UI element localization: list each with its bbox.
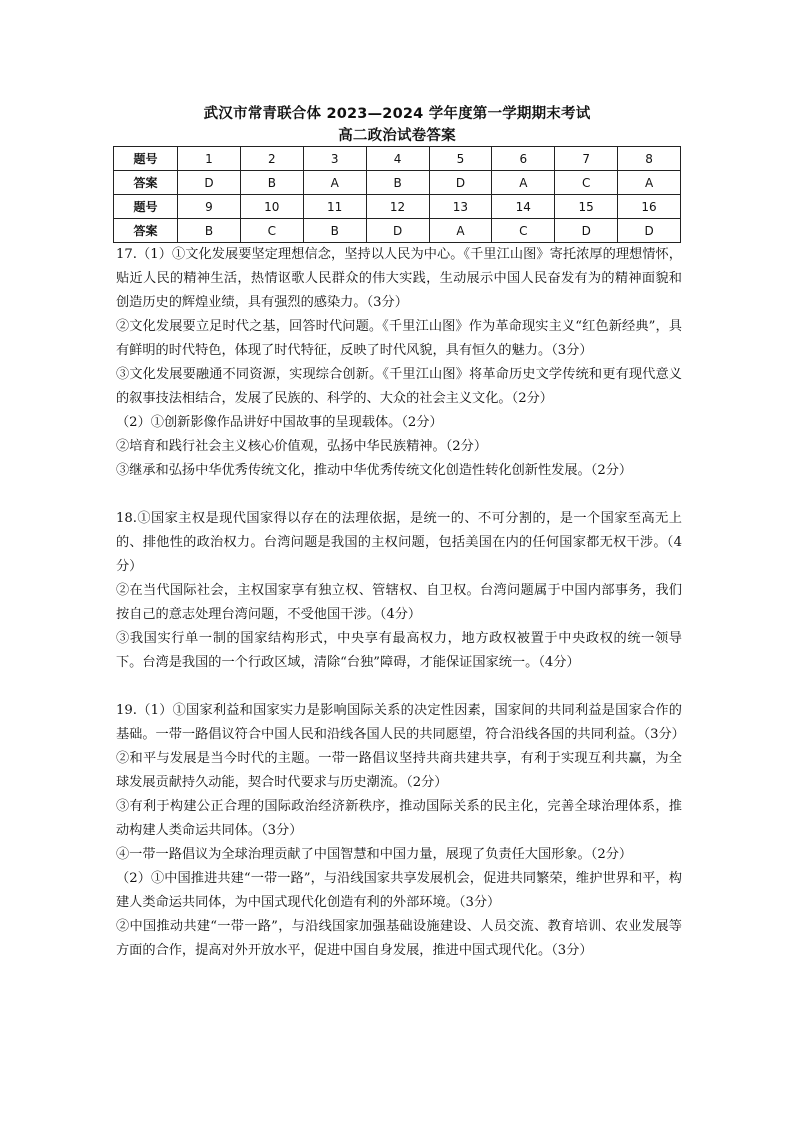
answer-table-cell: 15 — [555, 195, 618, 219]
answer-table — [113, 146, 681, 243]
answer-table-cell: A — [618, 171, 681, 195]
answer-table-cell: 13 — [429, 195, 492, 219]
answer-table-body — [114, 147, 681, 243]
q17-part2-point2: ②培育和践行社会主义核心价值观，弘扬中华民族精神。（2分） — [116, 439, 488, 454]
page-subtitle: 高二政治试卷答案 — [338, 128, 456, 144]
answer-table-cell: 4 — [366, 147, 429, 171]
answer-table-cell: 16 — [618, 195, 681, 219]
q18-point2: ②在当代国际社会，主权国家享有独立权、管辖权、自卫权。台湾问题属于中国内部事务，我们按自己的意志处理台湾问题，不受他国干涉。（4分） — [116, 583, 682, 622]
answer-content — [116, 243, 685, 963]
row-header-cell: 题号 — [114, 147, 178, 171]
section-spacer — [116, 675, 682, 699]
q19-part1-point2: ②和平与发展是当今时代的主题。一带一路倡议坚持共商共建共享，有利于实现互利共赢，为全球发展贡献持久动能，契合时代要求与历史潮流。（2分） — [116, 751, 682, 790]
q17-part2-point1: （2）①创新影像作品讲好中国故事的呈现载体。（2分） — [116, 415, 443, 430]
answer-table-row — [114, 195, 681, 219]
q18-point1: 18.①国家主权是现代国家得以存在的法理依据，是统一的、不可分割的，是一个国家至高无上的、排他性的政治权力。台湾问题是我国的主权问题，包括美国在内的任何国家都无权干涉。（4分） — [116, 511, 682, 574]
answer-table-cell: 14 — [492, 195, 555, 219]
answer-table-cell: 7 — [555, 147, 618, 171]
answer-table-cell: 12 — [366, 195, 429, 219]
q19-part1-point4: ④一带一路倡议为全球治理贡献了中国智慧和中国力量，展现了负责任大国形象。（2分） — [116, 847, 633, 862]
answer-table-cell: 1 — [178, 147, 241, 171]
answer-table-cell: D — [178, 171, 241, 195]
answer-table-cell: 6 — [492, 147, 555, 171]
answer-table-cell: 11 — [303, 195, 366, 219]
answer-table-row — [114, 147, 681, 171]
answer-table-cell: 8 — [618, 147, 681, 171]
answer-table-cell: D — [555, 219, 618, 243]
answer-table-cell: A — [303, 171, 366, 195]
row-header-cell: 题号 — [114, 195, 178, 219]
q17-part1-point1: 17.（1）①文化发展要坚定理想信念，坚持以人民为中心。《千里江山图》寄托浓厚的理想情怀，贴近人民的精神生活，热情讴歌人民群众的伟大实践，生动展示中国人民奋发有为的精神面貌和创造历史的辉煌业绩，具有强烈的感染力。（3分） — [116, 247, 682, 310]
q19-part2-point2: ②中国推动共建“一带一路”，与沿线国家加强基础设施建设、人员交流、教育培训、农业发展等方面的合作，提高对外开放水平，促进中国自身发展，推进中国式现代化。（3分） — [116, 919, 682, 958]
q19-part1-point1: 19.（1）①国家利益和国家实力是影响国际关系的决定性因素，国家间的共同利益是国家合作的基础。一带一路倡议符合中国人民和沿线各国人民的共同愿望，符合沿线各国的共同利益。（3分） — [116, 703, 685, 742]
question-18-answer — [116, 507, 682, 675]
answer-table-cell: 9 — [178, 195, 241, 219]
answer-table-cell: A — [492, 171, 555, 195]
q17-part1-point3: ③文化发展要融通不同资源，实现综合创新。《千里江山图》将革命历史文学传统和更有现代意义的叙事技法相结合，发展了民族的、科学的、大众的社会主义文化。（2分） — [116, 367, 682, 406]
answer-table-cell: B — [240, 171, 303, 195]
section-spacer — [116, 483, 682, 507]
answer-table-row — [114, 219, 681, 243]
answer-table-cell: B — [366, 171, 429, 195]
question-19-answer — [116, 699, 685, 963]
answer-table-cell: 2 — [240, 147, 303, 171]
answer-table-cell: 3 — [303, 147, 366, 171]
answer-table-cell: D — [366, 219, 429, 243]
page-title: 武汉市常青联合体 2023—2024 学年度第一学期期末考试 — [203, 106, 591, 122]
answer-table-cell: B — [178, 219, 241, 243]
q17-part1-point2: ②文化发展要立足时代之基，回答时代问题。《千里江山图》作为革命现实主义“红色新经典”，具有鲜明的时代特色，体现了时代特征，反映了时代风貌，具有恒久的魅力。（3分） — [116, 319, 682, 358]
answer-table-cell: D — [618, 219, 681, 243]
answer-table-cell: C — [240, 219, 303, 243]
q17-part2-point3: ③继承和弘扬中华优秀传统文化，推动中华优秀传统文化创造性转化创新性发展。（2分） — [116, 463, 633, 478]
row-header-cell: 答案 — [114, 219, 178, 243]
answer-table-cell: C — [492, 219, 555, 243]
answer-table-cell: D — [429, 171, 492, 195]
answer-table-cell: 10 — [240, 195, 303, 219]
q19-part2-point1: （2）①中国推进共建“一带一路”，与沿线国家共享发展机会，促进共同繁荣，维护世界和平，构建人类命运共同体，为中国式现代化创造有利的外部环境。（3分） — [116, 871, 682, 910]
answer-table-cell: A — [429, 219, 492, 243]
q19-part1-point3: ③有利于构建公正合理的国际政治经济新秩序，推动国际关系的民主化，完善全球治理体系，推动构建人类命运共同体。（3分） — [116, 799, 682, 838]
answer-table-cell: B — [303, 219, 366, 243]
answer-table-cell: C — [555, 171, 618, 195]
row-header-cell: 答案 — [114, 171, 178, 195]
q18-point3: ③我国实行单一制的国家结构形式，中央享有最高权力，地方政权被置于中央政权的统一领导下。台湾是我国的一个行政区域，清除“台独”障碍，才能保证国家统一。（4分） — [116, 631, 682, 670]
answer-table-row — [114, 171, 681, 195]
question-17-answer — [116, 243, 682, 483]
answer-table-cell: 5 — [429, 147, 492, 171]
